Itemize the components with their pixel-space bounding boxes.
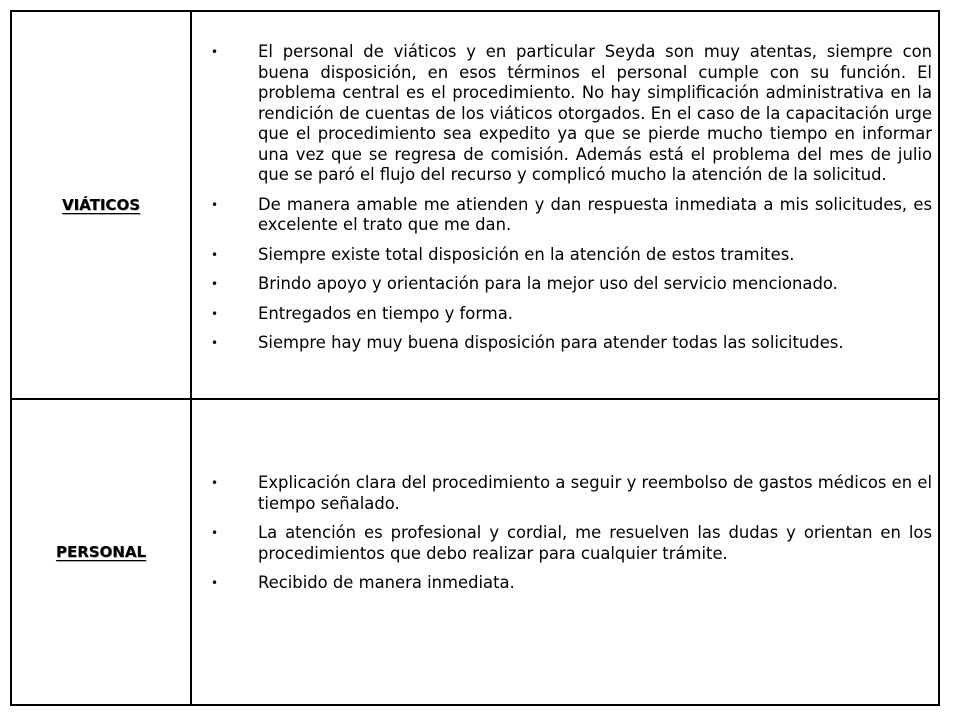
bullet-icon: • xyxy=(211,576,219,591)
bullet-icon: • xyxy=(211,277,219,291)
bullet-icon: • xyxy=(211,247,219,262)
list-item xyxy=(202,42,932,186)
list-item xyxy=(202,195,932,236)
bullet-icon: • xyxy=(211,197,219,212)
comment-text: Recibido de manera inmediata. xyxy=(258,573,515,593)
comments-table xyxy=(10,10,940,706)
comments-cell xyxy=(192,400,938,704)
comment-text: De manera amable me atienden y dan respuesta inmediata a mis solicitudes, es excelente el trato que me dan. xyxy=(258,194,932,234)
bullet-icon: • xyxy=(211,45,219,59)
list-item xyxy=(202,523,932,564)
list-item xyxy=(202,473,932,514)
category-cell xyxy=(12,400,192,704)
comment-text: El personal de viáticos y en particular Seyda son muy atentas, siempre con buena disposición, en esos términos el personal cumple con su función. El problema central es el procedimiento. No hay simplificación administrativa en la rendición de cuentas de los viáticos otorgados. En el caso de la capacitación urge que el procedimiento sea expedito ya que se pierde mucho tiempo en informar una vez que se regresa de comisión. Además está el problema del mes de julio que se paró el flujo del recurso y complicó mucho la atención de la solicitud. xyxy=(258,42,932,184)
list-item xyxy=(202,304,932,325)
comment-text: Entregados en tiempo y forma. xyxy=(258,303,513,323)
comment-text: La atención es profesional y cordial, me resuelven las dudas y orientan en los procedimientos que debo realizar para cualquier trámite. xyxy=(258,523,932,563)
comments-list xyxy=(202,473,932,603)
category-label: PERSONAL xyxy=(55,543,147,561)
comment-text: Explicación clara del procedimiento a seguir y reembolso de gastos médicos en el tiempo señalado. xyxy=(258,473,932,513)
comments-list xyxy=(202,42,932,363)
bullet-icon: • xyxy=(211,526,219,541)
category-label: VIÁTICOS xyxy=(61,196,140,214)
bullet-icon: • xyxy=(211,476,219,491)
comment-text: Brindo apoyo y orientación para la mejor uso del servicio mencionado. xyxy=(258,274,838,293)
category-cell xyxy=(12,12,192,398)
bullet-icon: • xyxy=(211,306,219,321)
list-item xyxy=(202,245,932,266)
comments-cell xyxy=(192,12,938,398)
list-item xyxy=(202,333,932,354)
bullet-icon: • xyxy=(211,336,219,350)
table-row-viaticos xyxy=(12,12,938,400)
comment-text: Siempre existe total disposición en la atención de estos tramites. xyxy=(258,244,795,264)
list-item xyxy=(202,274,932,295)
list-item xyxy=(202,573,932,594)
comment-text: Siempre hay muy buena disposición para atender todas las solicitudes. xyxy=(258,333,844,352)
table-row-personal xyxy=(12,400,938,704)
